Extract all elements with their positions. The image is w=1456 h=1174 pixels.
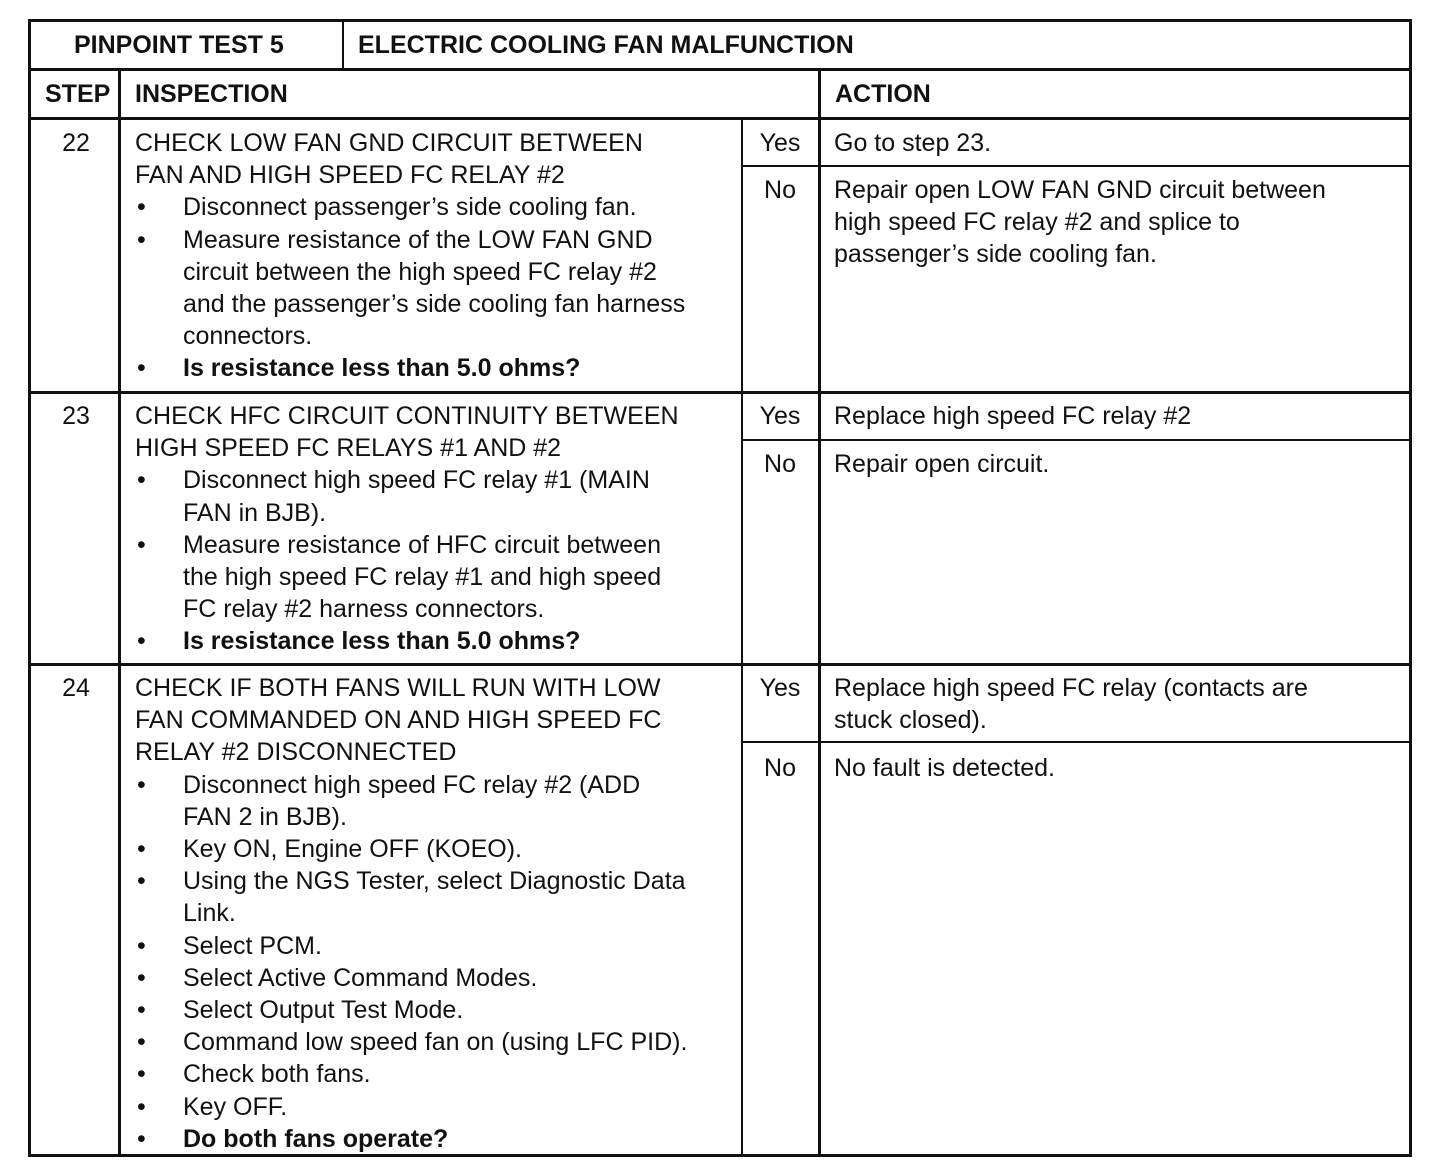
yes-action: Replace high speed FC relay (contacts are [834,674,1308,702]
table-rule [741,741,1412,743]
bullet-text: Key ON, Engine OFF (KOEO). [183,835,522,863]
bullet-text: Using the NGS Tester, select Diagnostic Data [183,867,686,896]
bullet-text: Check both fans. [183,1060,371,1089]
bullet-icon: • [137,963,146,992]
table-rule [342,19,344,69]
step-heading: CHECK IF BOTH FANS WILL RUN WITH LOW [135,674,661,702]
bullet-icon: • [137,1092,146,1121]
bullet-icon: • [137,627,146,656]
bullet-icon: • [137,931,146,960]
bullet-text: Measure resistance of HFC circuit between [183,530,661,559]
table-rule [28,391,1412,394]
bullet-text: Measure resistance of the LOW FAN GND [183,225,653,254]
step-number: 23 [62,402,90,430]
yes-label: Yes [759,402,801,430]
bullet-icon: • [137,835,146,863]
yes-action: stuck closed). [834,706,987,735]
step-heading: RELAY #2 DISCONNECTED [135,738,457,767]
table-rule [28,68,1412,71]
yes-label: Yes [759,129,801,157]
yes-action: Go to step 23. [834,129,992,157]
bullet-text: FC relay #2 harness connectors. [183,595,545,624]
table-rule [741,165,1412,167]
no-label: No [764,176,796,204]
no-action: Repair open LOW FAN GND circuit between [834,176,1326,204]
bullet-icon: • [137,1124,146,1153]
no-action: Repair open circuit. [834,450,1050,478]
yes-action: Replace high speed FC relay #2 [834,402,1192,430]
no-label: No [764,450,796,478]
bullet-text: Key OFF. [183,1092,288,1121]
step-heading: HIGH SPEED FC RELAYS #1 AND #2 [135,434,562,463]
bullet-icon: • [137,225,146,254]
bullet-text: Select Active Command Modes. [183,963,538,992]
bullet-text: Disconnect high speed FC relay #1 (MAIN [183,466,650,495]
bullet-icon: • [137,1060,146,1089]
bullet-icon: • [137,1028,146,1057]
column-header-action: ACTION [835,80,931,108]
bullet-text: Is resistance less than 5.0 ohms? [183,627,581,656]
step-heading: FAN AND HIGH SPEED FC RELAY #2 [135,161,565,190]
bullet-text: and the passenger’s side cooling fan harness [183,290,686,318]
bullet-text: Disconnect high speed FC relay #2 (ADD [183,770,641,799]
table-rule [741,439,1412,441]
no-action: No fault is detected. [834,754,1055,782]
test-title: ELECTRIC COOLING FAN MALFUNCTION [358,31,854,59]
bullet-icon: • [137,530,146,559]
bullet-text: Do both fans operate? [183,1124,449,1153]
step-heading: CHECK HFC CIRCUIT CONTINUITY BETWEEN [135,402,679,430]
bullet-icon: • [137,867,146,896]
bullet-text: FAN 2 in BJB). [183,802,347,831]
column-header-step: STEP [45,80,111,108]
no-action: high speed FC relay #2 and splice to [834,208,1240,237]
test-number: PINPOINT TEST 5 [74,31,284,59]
bullet-text: connectors. [183,322,313,351]
table-rule [1409,19,1412,1157]
bullet-text: Command low speed fan on (using LFC PID). [183,1028,688,1057]
table-rule [28,1154,1412,1157]
step-heading: CHECK LOW FAN GND CIRCUIT BETWEEN [135,129,643,157]
step-number: 24 [62,674,90,702]
table-rule [28,19,31,1157]
yes-label: Yes [759,674,801,702]
bullet-text: FAN in BJB). [183,498,327,527]
no-label: No [764,754,796,782]
step-heading: FAN COMMANDED ON AND HIGH SPEED FC [135,706,662,735]
bullet-text: Select Output Test Mode. [183,996,464,1024]
bullet-icon: • [137,193,146,222]
table-rule [28,663,1412,666]
table-rule [818,68,821,1157]
bullet-icon: • [137,770,146,799]
bullet-icon: • [137,996,146,1024]
bullet-icon: • [137,466,146,495]
bullet-text: circuit between the high speed FC relay #2 [183,257,657,286]
table-rule [28,117,1412,120]
table-rule [741,119,743,1157]
bullet-text: Disconnect passenger’s side cooling fan. [183,193,637,222]
column-header-inspection: INSPECTION [135,80,288,108]
bullet-text: Link. [183,899,236,928]
bullet-text: the high speed FC relay #1 and high speed [183,563,662,591]
bullet-text: Select PCM. [183,931,322,960]
bullet-text: Is resistance less than 5.0 ohms? [183,354,581,383]
table-rule [118,68,121,1157]
bullet-icon: • [137,354,146,383]
table-rule [28,19,1412,22]
no-action: passenger’s side cooling fan. [834,240,1157,269]
step-number: 22 [62,129,90,157]
